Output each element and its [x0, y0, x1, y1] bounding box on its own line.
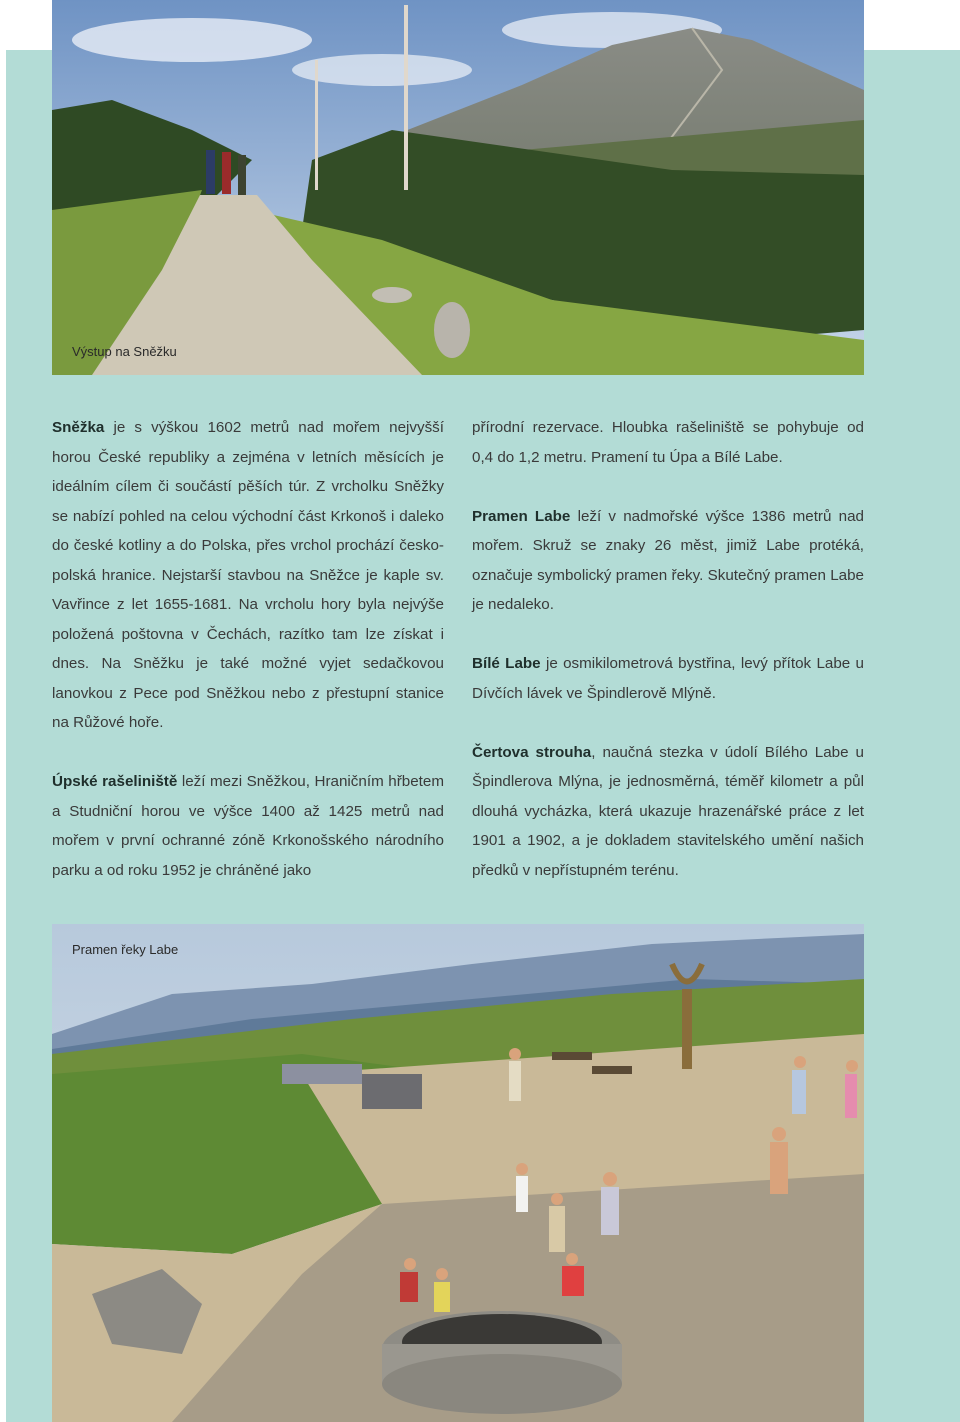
term-upske: Úpské rašeliniště: [52, 773, 178, 790]
pramen-text: leží v nadmořské výšce 1386 metrů nad mořem. Skruž se znaky 26 měst, jimiž Labe protéká, označuje symbolický pramen řeky. Skutečný pramen Labe je nedaleko.: [472, 507, 864, 613]
paragraph-pramen: [472, 502, 864, 620]
text-column-right: [472, 413, 864, 915]
paragraph-upske-continued: [472, 413, 864, 472]
term-pramen-labe: Pramen Labe: [472, 507, 571, 525]
photo-caption-top: Výstup na Sněžku: [72, 344, 177, 359]
labe-spring-photo: [52, 924, 864, 1422]
upske-text: leží mezi Sněžkou, Hraničním hřbetem a Studniční horou ve výšce 1400 až 1425 metrů nad mořem v první ochranné zóně Krkonošského národního parku a od roku 1952 je chráněné jako: [52, 773, 444, 879]
text-column-left: [52, 413, 444, 915]
upske-text-continued: přírodní rezervace. Hloubka rašeliniště se pohybuje od 0,4 do 1,2 metru. Pramení tu Úpa a Bílé Labe.: [472, 419, 864, 466]
paragraph-snezka: [52, 413, 444, 738]
term-snezka: Sněžka: [52, 419, 105, 436]
term-bile-labe: Bílé Labe: [472, 655, 541, 672]
paragraph-certova: [472, 738, 864, 886]
paragraph-bile-labe: [472, 649, 864, 708]
bile-labe-text: je osmikilometrová bystřina, levý přítok Labe u Dívčích lávek ve Špindlerově Mlýně.: [472, 655, 864, 702]
term-certova-strouha: Čertova strouha: [472, 743, 592, 761]
photo-caption-bottom: Pramen řeky Labe: [72, 942, 179, 957]
snezka-trail-photo: [52, 0, 864, 375]
paragraph-upske: [52, 767, 444, 885]
snezka-text: je s výškou 1602 metrů nad mořem nejvyšší horou České republiky a zejména v letních měsících je ideálním cílem či součástí pěších túr. Z vrcholku Sněžky se nabízí pohled na celou východní část Krkonoš i daleko do české kotliny a do Polska, přes vrchol prochází česko-polská hranice. Nejstarší stavbou na Sněžce je kaple sv. Vavřince z let 1655-1681. Na vrcholu hory byla nejvýše položená poštovna v Čechách, razítko tam lze získat i dnes. Na Sněžku je také možné vyjet sedačkovou lanovkou z Pece pod Sněžkou nebo z přestupní stanice na Růžové hoře.: [52, 419, 444, 731]
certova-text: , naučná stezka v údolí Bílého Labe u Špindlerova Mlýna, je jednosměrná, téměř kilometr a půl dlouhá vycházka, která ukazuje hrazenářské práce z let 1901 a 1902, a je dokladem stavitelského umění našich předků v nepřístupném terénu.: [472, 743, 864, 879]
